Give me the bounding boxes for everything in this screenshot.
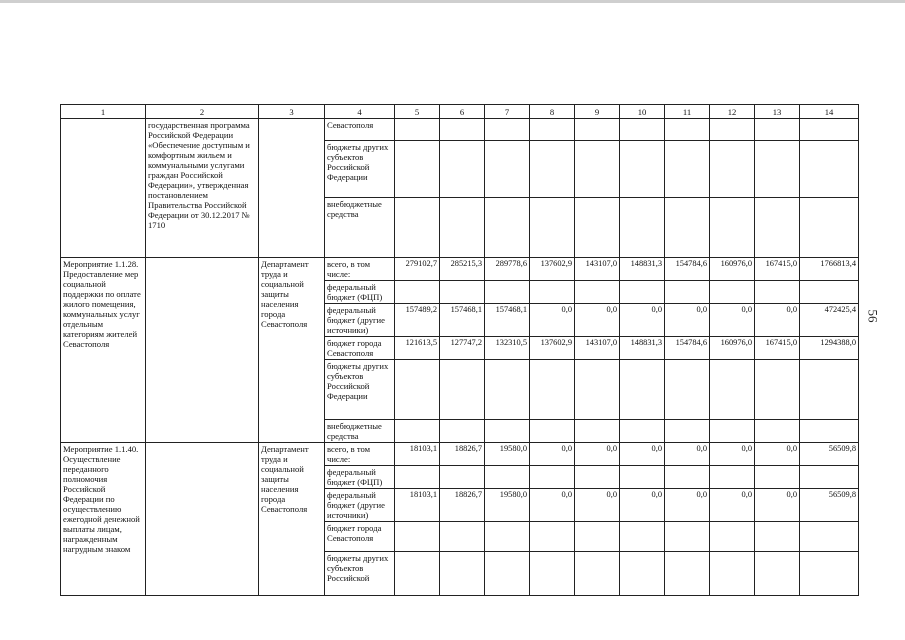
value-cell <box>440 360 485 420</box>
value-cell: 157468,1 <box>440 304 485 337</box>
value-cell <box>620 141 665 198</box>
value-cell <box>395 198 440 258</box>
value-cell <box>755 281 800 304</box>
value-cell: 127747,2 <box>440 337 485 360</box>
empty-cell <box>146 258 259 443</box>
value-cell: 157468,1 <box>485 304 530 337</box>
empty-cell <box>259 119 325 258</box>
value-cell <box>755 552 800 596</box>
value-cell <box>575 198 620 258</box>
value-cell <box>665 198 710 258</box>
value-cell: 289778,6 <box>485 258 530 281</box>
value-cell <box>800 281 859 304</box>
value-cell <box>485 281 530 304</box>
value-cell <box>440 141 485 198</box>
value-cell: 18826,7 <box>440 443 485 466</box>
value-cell <box>710 522 755 552</box>
empty-cell <box>61 119 146 258</box>
funding-source: Севастополя <box>325 119 395 141</box>
value-cell: 279102,7 <box>395 258 440 281</box>
value-cell <box>485 522 530 552</box>
value-cell <box>485 466 530 489</box>
empty-cell <box>146 443 259 596</box>
value-cell <box>395 281 440 304</box>
value-cell <box>530 522 575 552</box>
page-number: 56 <box>865 309 881 323</box>
value-cell <box>620 522 665 552</box>
value-cell <box>755 466 800 489</box>
scan-edge <box>0 0 905 3</box>
value-cell <box>755 141 800 198</box>
column-number: 12 <box>710 105 755 119</box>
value-cell: 148831,3 <box>620 337 665 360</box>
value-cell <box>440 466 485 489</box>
column-number: 9 <box>575 105 620 119</box>
value-cell: 143107,0 <box>575 337 620 360</box>
funding-source: федеральный бюджет (другие источники) <box>325 489 395 522</box>
value-cell: 0,0 <box>665 489 710 522</box>
value-cell <box>485 198 530 258</box>
program-text: государственная программа Российской Федерации «Обеспечение доступным и комфортным жильем и коммунальными услугами граждан Российской Федерации», утвержденная постановлением Правительства Российской Федерации от 30.12.2017 № 1710 <box>146 119 259 258</box>
value-cell <box>620 552 665 596</box>
value-cell <box>395 360 440 420</box>
column-number: 4 <box>325 105 395 119</box>
value-cell: 56509,8 <box>800 443 859 466</box>
value-cell: 0,0 <box>575 443 620 466</box>
value-cell: 0,0 <box>755 489 800 522</box>
value-cell: 167415,0 <box>755 337 800 360</box>
value-cell <box>755 119 800 141</box>
measure-name: Мероприятие 1.1.28. Предоставление мер социальной поддержки по оплате жилого помещения, коммунальных услуг отдельным категориям жителей Севастополя <box>61 258 146 443</box>
value-cell: 0,0 <box>665 304 710 337</box>
value-cell <box>440 119 485 141</box>
value-cell <box>485 141 530 198</box>
value-cell: 1766813,4 <box>800 258 859 281</box>
value-cell: 472425,4 <box>800 304 859 337</box>
value-cell <box>800 420 859 443</box>
value-cell: 154784,6 <box>665 337 710 360</box>
executor: Департамент труда и социальной защиты населения города Севастополя <box>259 258 325 443</box>
value-cell: 148831,3 <box>620 258 665 281</box>
value-cell: 0,0 <box>710 304 755 337</box>
value-cell <box>800 141 859 198</box>
header-row <box>61 105 859 119</box>
value-cell: 18826,7 <box>440 489 485 522</box>
value-cell <box>800 522 859 552</box>
value-cell <box>710 420 755 443</box>
funding-source: внебюджетные средства <box>325 420 395 443</box>
value-cell <box>575 119 620 141</box>
value-cell: 0,0 <box>710 443 755 466</box>
executor: Департамент труда и социальной защиты населения города Севастополя <box>259 443 325 596</box>
value-cell <box>575 522 620 552</box>
value-cell <box>575 552 620 596</box>
funding-source: федеральный бюджет (другие источники) <box>325 304 395 337</box>
value-cell <box>665 360 710 420</box>
value-cell <box>530 552 575 596</box>
value-cell: 0,0 <box>710 489 755 522</box>
funding-source: бюджет города Севастополя <box>325 337 395 360</box>
value-cell <box>755 522 800 552</box>
value-cell <box>440 281 485 304</box>
value-cell <box>575 141 620 198</box>
value-cell <box>665 552 710 596</box>
value-cell <box>395 552 440 596</box>
value-cell: 285215,3 <box>440 258 485 281</box>
value-cell: 18103,1 <box>395 443 440 466</box>
value-cell <box>530 119 575 141</box>
value-cell: 0,0 <box>575 489 620 522</box>
funding-source: бюджеты других субъектов Российской Федерации <box>325 360 395 420</box>
value-cell <box>395 522 440 552</box>
value-cell <box>440 420 485 443</box>
value-cell: 0,0 <box>530 443 575 466</box>
value-cell <box>800 360 859 420</box>
value-cell <box>620 198 665 258</box>
funding-source: всего, в том числе: <box>325 443 395 466</box>
value-cell <box>665 420 710 443</box>
funding-source: федеральный бюджет (ФЦП) <box>325 281 395 304</box>
column-number: 13 <box>755 105 800 119</box>
value-cell <box>575 420 620 443</box>
value-cell: 121613,5 <box>395 337 440 360</box>
value-cell: 0,0 <box>530 489 575 522</box>
value-cell <box>800 119 859 141</box>
value-cell <box>485 360 530 420</box>
funding-source: бюджеты других субъектов Российской Федерации <box>325 141 395 198</box>
value-cell: 0,0 <box>755 304 800 337</box>
column-number: 5 <box>395 105 440 119</box>
funding-source: бюджеты других субъектов Российской <box>325 552 395 596</box>
value-cell <box>530 466 575 489</box>
value-cell: 18103,1 <box>395 489 440 522</box>
value-cell <box>620 281 665 304</box>
column-number: 8 <box>530 105 575 119</box>
value-cell <box>710 466 755 489</box>
value-cell <box>620 119 665 141</box>
value-cell <box>800 552 859 596</box>
value-cell <box>665 281 710 304</box>
column-number: 10 <box>620 105 665 119</box>
value-cell: 137602,9 <box>530 337 575 360</box>
value-cell <box>710 552 755 596</box>
column-number: 11 <box>665 105 710 119</box>
value-cell: 167415,0 <box>755 258 800 281</box>
column-number: 7 <box>485 105 530 119</box>
budget-table <box>60 104 859 596</box>
value-cell: 143107,0 <box>575 258 620 281</box>
value-cell <box>665 522 710 552</box>
table-row <box>61 443 859 466</box>
value-cell: 19580,0 <box>485 489 530 522</box>
value-cell: 1294388,0 <box>800 337 859 360</box>
value-cell: 0,0 <box>530 304 575 337</box>
value-cell <box>665 141 710 198</box>
value-cell <box>800 466 859 489</box>
funding-source: всего, в том числе: <box>325 258 395 281</box>
value-cell <box>620 466 665 489</box>
value-cell <box>530 420 575 443</box>
funding-source: федеральный бюджет (ФЦП) <box>325 466 395 489</box>
column-number: 2 <box>146 105 259 119</box>
value-cell <box>485 552 530 596</box>
value-cell <box>485 420 530 443</box>
value-cell: 132310,5 <box>485 337 530 360</box>
value-cell <box>710 198 755 258</box>
value-cell <box>530 141 575 198</box>
value-cell <box>575 360 620 420</box>
column-number: 1 <box>61 105 146 119</box>
value-cell <box>530 198 575 258</box>
value-cell <box>575 281 620 304</box>
funding-source: бюджет города Севастополя <box>325 522 395 552</box>
value-cell <box>575 466 620 489</box>
value-cell: 160976,0 <box>710 337 755 360</box>
value-cell <box>530 360 575 420</box>
value-cell: 0,0 <box>665 443 710 466</box>
value-cell <box>710 119 755 141</box>
value-cell: 0,0 <box>620 489 665 522</box>
value-cell <box>395 466 440 489</box>
value-cell: 0,0 <box>755 443 800 466</box>
value-cell <box>665 466 710 489</box>
value-cell: 19580,0 <box>485 443 530 466</box>
value-cell <box>710 141 755 198</box>
value-cell <box>620 420 665 443</box>
value-cell <box>755 198 800 258</box>
value-cell <box>710 281 755 304</box>
value-cell <box>755 420 800 443</box>
value-cell: 0,0 <box>620 443 665 466</box>
value-cell: 56509,8 <box>800 489 859 522</box>
value-cell <box>440 552 485 596</box>
value-cell: 154784,6 <box>665 258 710 281</box>
value-cell <box>710 360 755 420</box>
value-cell <box>530 281 575 304</box>
value-cell <box>485 119 530 141</box>
column-number: 6 <box>440 105 485 119</box>
value-cell: 157489,2 <box>395 304 440 337</box>
column-number: 14 <box>800 105 859 119</box>
value-cell <box>755 360 800 420</box>
table-row <box>61 119 859 141</box>
value-cell: 137602,9 <box>530 258 575 281</box>
value-cell <box>665 119 710 141</box>
column-number: 3 <box>259 105 325 119</box>
value-cell: 0,0 <box>620 304 665 337</box>
value-cell <box>395 141 440 198</box>
value-cell <box>620 360 665 420</box>
measure-name: Мероприятие 1.1.40. Осуществление переданного полномочия Российской Федерации по осуществлению ежегодной денежной выплаты лицам, награжденным нагрудным знаком <box>61 443 146 596</box>
value-cell <box>395 420 440 443</box>
value-cell <box>440 522 485 552</box>
value-cell: 0,0 <box>575 304 620 337</box>
value-cell <box>440 198 485 258</box>
value-cell <box>800 198 859 258</box>
funding-source: внебюджетные средства <box>325 198 395 258</box>
value-cell: 160976,0 <box>710 258 755 281</box>
table-row <box>61 258 859 281</box>
value-cell <box>395 119 440 141</box>
